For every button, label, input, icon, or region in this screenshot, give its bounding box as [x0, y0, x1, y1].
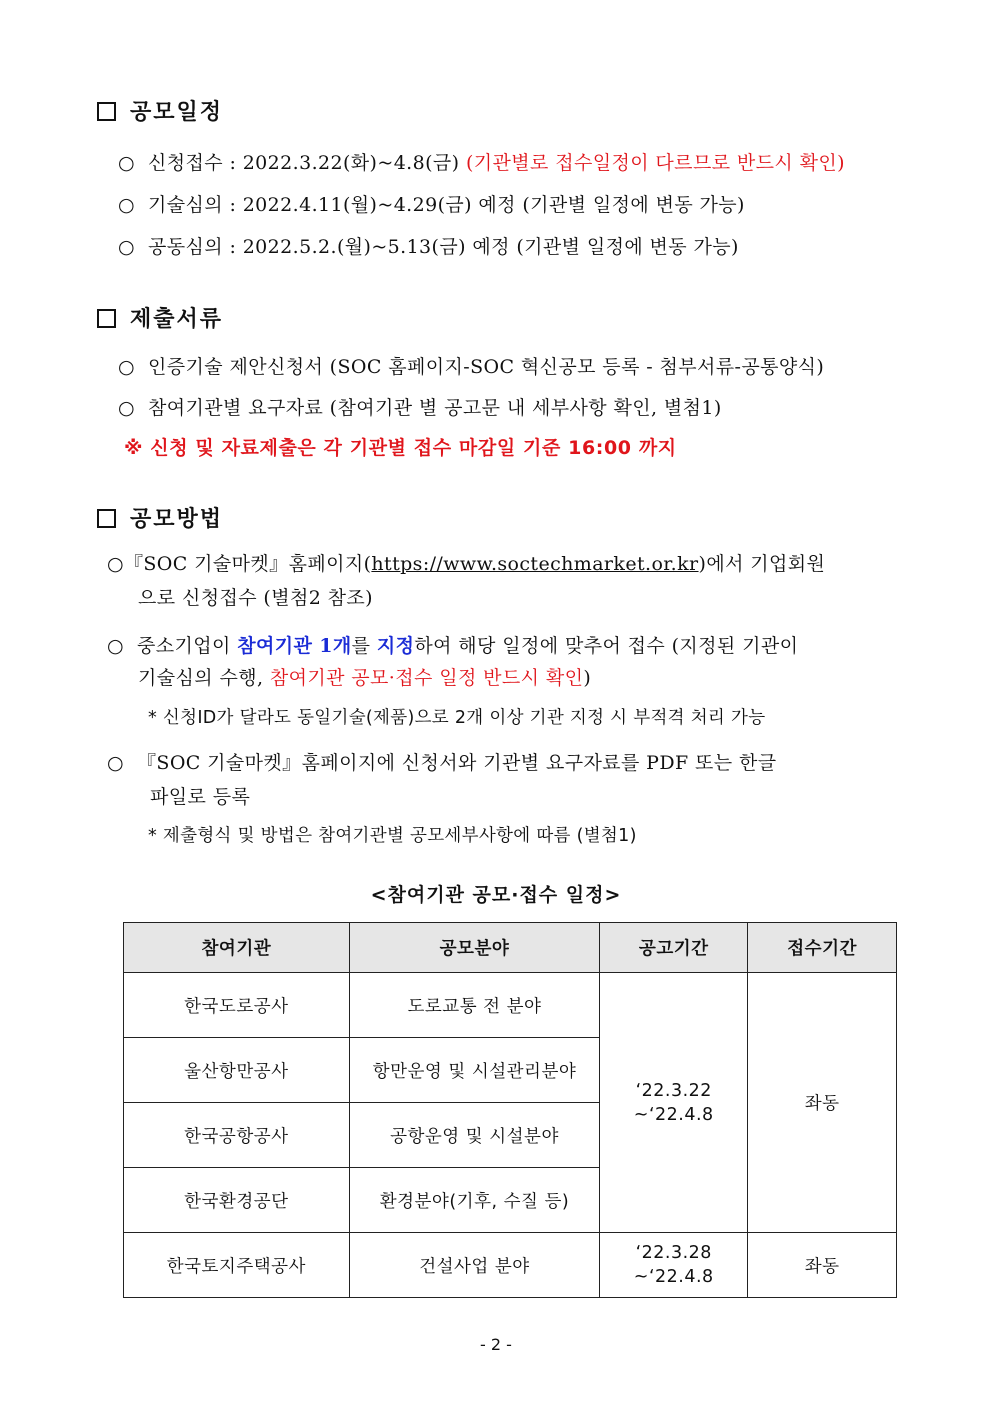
method-item-homepage: ○『SOC 기술마켓』홈페이지(https://www.soctechmarket.or.kr)에서 기업회원 [107, 553, 826, 575]
cell-field: 도로교통 전 분야 [349, 973, 600, 1038]
header-receipt-period: 접수기간 [748, 923, 897, 973]
method-item-designate: ○ 중소기업이 참여기관 1개를 지정하여 해당 일정에 맞추어 접수 (지정된 기관이 [107, 635, 799, 657]
method-item-designate-line2: 기술심의 수행, 참여기관 공모·접수 일정 반드시 확인) [138, 667, 592, 689]
method-item-upload: ○ 『SOC 기술마켓』홈페이지에 신청서와 기관별 요구자료를 PDF 또는 한글 [107, 752, 777, 774]
page-number: - 2 - [480, 1335, 512, 1354]
checkbox-icon [97, 309, 116, 328]
schedule-table [123, 922, 897, 1298]
circle-bullet-icon: ○ [118, 152, 135, 174]
cell-field: 건설사업 분야 [349, 1233, 600, 1298]
circle-bullet-icon: ○ [118, 397, 135, 419]
header-agency: 참여기관 [124, 923, 350, 973]
circle-bullet-icon: ○ [107, 635, 124, 657]
documents-item-proposal: ○ 인증기술 제안신청서 (SOC 홈페이지-SOC 혁신공모 등록 - 첨부서류-공통양식) [118, 356, 825, 378]
method-item-upload-line2: 파일로 등록 [150, 786, 251, 808]
method-upload-note: * 제출형식 및 방법은 참여기관별 공모세부사항에 따름 (별첨1) [148, 826, 637, 846]
cell-field: 환경분야(기후, 수질 등) [349, 1168, 600, 1233]
cell-agency: 울산항만공사 [124, 1038, 350, 1103]
circle-bullet-icon: ○ [118, 236, 135, 258]
section-title: 공모방법 [130, 506, 224, 532]
cell-agency: 한국환경공단 [124, 1168, 350, 1233]
table-row [124, 973, 897, 1038]
cell-notice-period: ‘22.3.28 ~‘22.4.8 [600, 1233, 748, 1298]
cell-agency: 한국토지주택공사 [124, 1233, 350, 1298]
section-heading-documents [97, 302, 223, 333]
table-header-row [124, 923, 897, 973]
section-title: 공모일정 [130, 99, 224, 125]
checkbox-icon [97, 509, 116, 528]
method-designate-note: * 신청ID가 달라도 동일기술(제품)으로 2개 이상 기관 지정 시 부적격 처리 가능 [148, 708, 766, 728]
circle-bullet-icon: ○ [107, 553, 124, 575]
cell-agency: 한국도로공사 [124, 973, 350, 1038]
checkbox-icon [97, 102, 116, 121]
header-field: 공모분야 [349, 923, 600, 973]
table-title: <참여기관 공모·접수 일정> [370, 884, 622, 906]
schedule-item-joint-review: ○ 공동심의 : 2022.5.2.(월)~5.13(금) 예정 (기관별 일정에 변동 가능) [118, 236, 739, 258]
table-row [124, 1233, 897, 1298]
circle-bullet-icon: ○ [107, 752, 124, 774]
schedule-item-apply: ○ 신청접수 : 2022.3.22(화)~4.8(금) (기관별로 접수일정이 다르므로 반드시 확인) [118, 152, 845, 174]
cell-field: 공항운영 및 시설분야 [349, 1103, 600, 1168]
deadline-notice: ※ 신청 및 자료제출은 각 기관별 접수 마감일 기준 16:00 까지 [124, 437, 677, 459]
circle-bullet-icon: ○ [118, 194, 135, 216]
documents-item-requirements: ○ 참여기관별 요구자료 (참여기관 별 공고문 내 세부사항 확인, 별첨1) [118, 397, 722, 419]
section-title: 제출서류 [130, 306, 224, 332]
cell-agency: 한국공항공사 [124, 1103, 350, 1168]
section-heading-method [97, 502, 223, 533]
section-heading-schedule [97, 95, 223, 126]
circle-bullet-icon: ○ [118, 356, 135, 378]
schedule-apply-note: (기관별로 접수일정이 다르므로 반드시 확인) [465, 152, 845, 174]
homepage-link[interactable]: https://www.soctechmarket.or.kr [371, 553, 699, 575]
schedule-item-tech-review: ○ 기술심의 : 2022.4.11(월)~4.29(금) 예정 (기관별 일정에 변동 가능) [118, 194, 745, 216]
cell-receipt-period: 좌동 [748, 1233, 897, 1298]
header-notice-period: 공고기간 [600, 923, 748, 973]
cell-receipt-period: 좌동 [748, 973, 897, 1233]
method-item-homepage-line2: 으로 신청접수 (별첨2 참조) [138, 587, 373, 609]
cell-notice-period: ‘22.3.22 ~‘22.4.8 [600, 973, 748, 1233]
cell-field: 항만운영 및 시설관리분야 [349, 1038, 600, 1103]
